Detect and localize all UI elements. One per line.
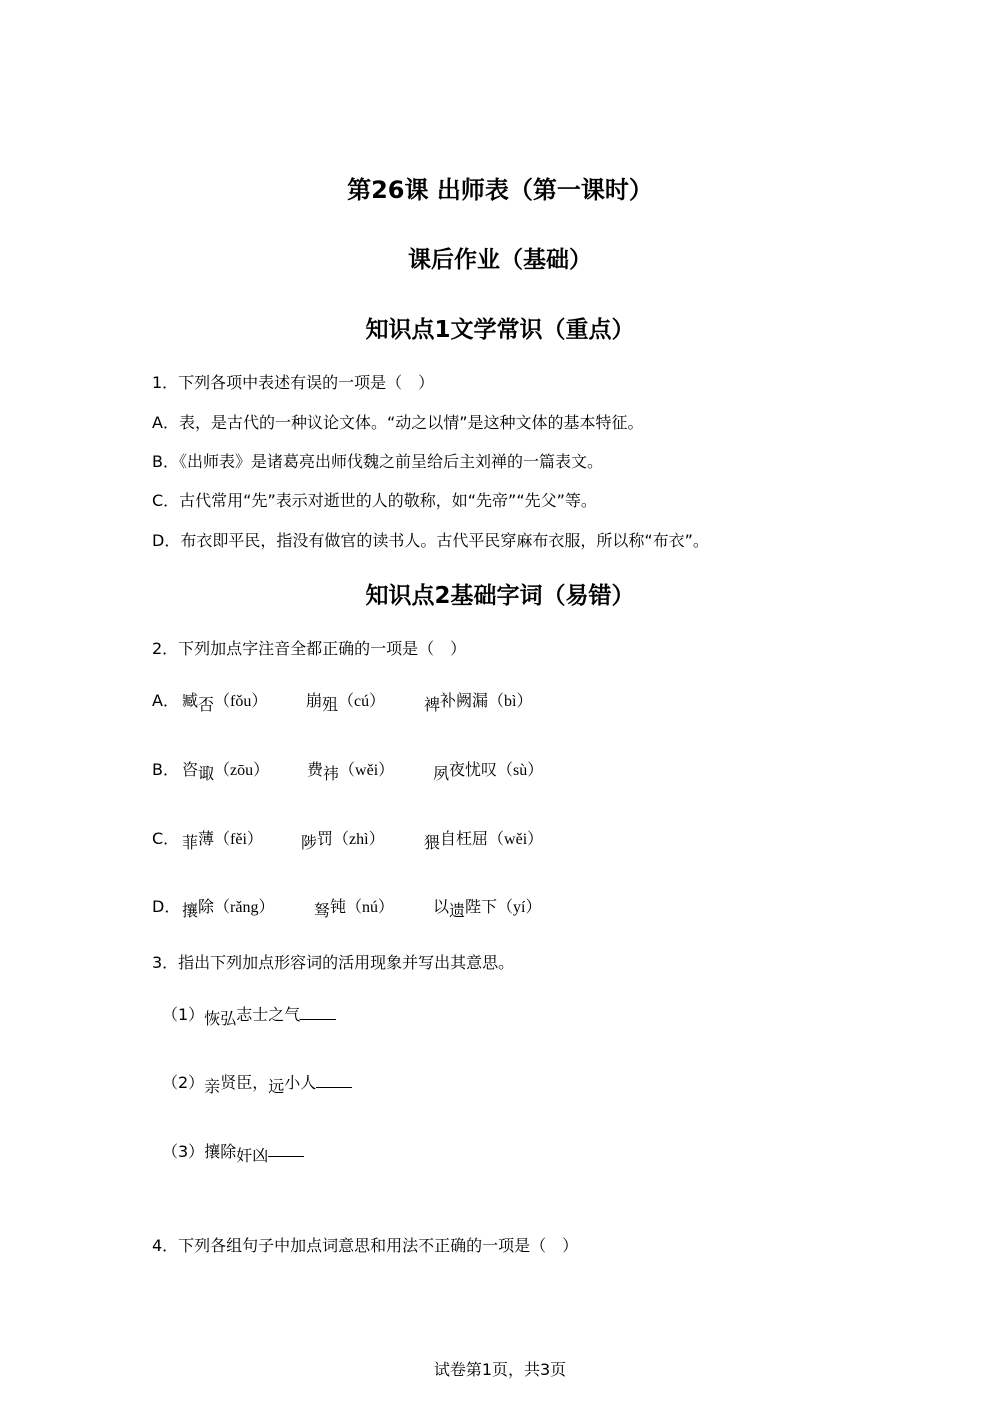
word-2: 费祎（wěi） [307,760,395,783]
word-1: 攘除（rǎng） [182,897,275,920]
page-title: 第26课 出师表（第一课时） [347,176,653,204]
q1-option-d: D．布衣即平民，指没有做官的读书人。古代平民穿麻布衣服，所以称“布衣”。 [152,531,709,550]
option-label: C． [152,829,180,848]
word-3: 猥自枉屈（wěi） [424,829,544,852]
q1-stem: 1．下列各项中表述有误的一项是（ ） [152,373,435,392]
answer-blank[interactable] [268,1142,304,1157]
word-1: 臧否（fǒu） [182,691,268,714]
word-3: 以遗陛下（yí） [433,897,542,920]
q4-stem: 4．下列各组句子中加点词意思和用法不正确的一项是（ ） [152,1236,579,1255]
option-label: D． [152,897,181,916]
section-heading-2: 知识点2基础字词（易错） [365,583,635,609]
q3-item-1: （1）恢弘志士之气 [162,1005,336,1025]
word-1: 菲薄（fěi） [182,829,263,852]
answer-blank[interactable] [316,1073,352,1088]
q3-item-3: （3）攘除奸凶 [162,1142,304,1162]
word-3: 裨补阙漏（bì） [424,691,533,714]
answer-blank[interactable] [300,1005,336,1020]
q3-item-2: （2）亲贤臣，远小人 [162,1073,352,1093]
word-2: 陟罚（zhì） [301,829,385,852]
word-3: 夙夜忧叹（sù） [433,760,544,783]
q3-stem: 3．指出下列加点形容词的活用现象并写出其意思。 [152,953,515,972]
option-label: B． [152,760,179,779]
word-2: 驽钝（nú） [314,897,395,920]
section-heading-1: 知识点1文学常识（重点） [365,317,635,343]
q1-option-c: C．古代常用“先”表示对逝世的人的敬称，如“先帝”“先父”等。 [152,491,597,510]
page-footer: 试卷第1页，共3页 [433,1360,567,1379]
option-label: A． [152,691,179,710]
q1-option-b: B．《出师表》是诸葛亮出师伐魏之前呈给后主刘禅的一篇表文。 [152,452,603,471]
word-1: 咨诹（zōu） [182,760,270,783]
q2-stem: 2．下列加点字注音全都正确的一项是（ ） [152,639,467,658]
word-2: 崩殂（cú） [306,691,386,714]
page-subtitle: 课后作业（基础） [408,247,592,273]
q1-option-a: A．表，是古代的一种议论文体。“动之以情”是这种文体的基本特征。 [152,413,644,432]
